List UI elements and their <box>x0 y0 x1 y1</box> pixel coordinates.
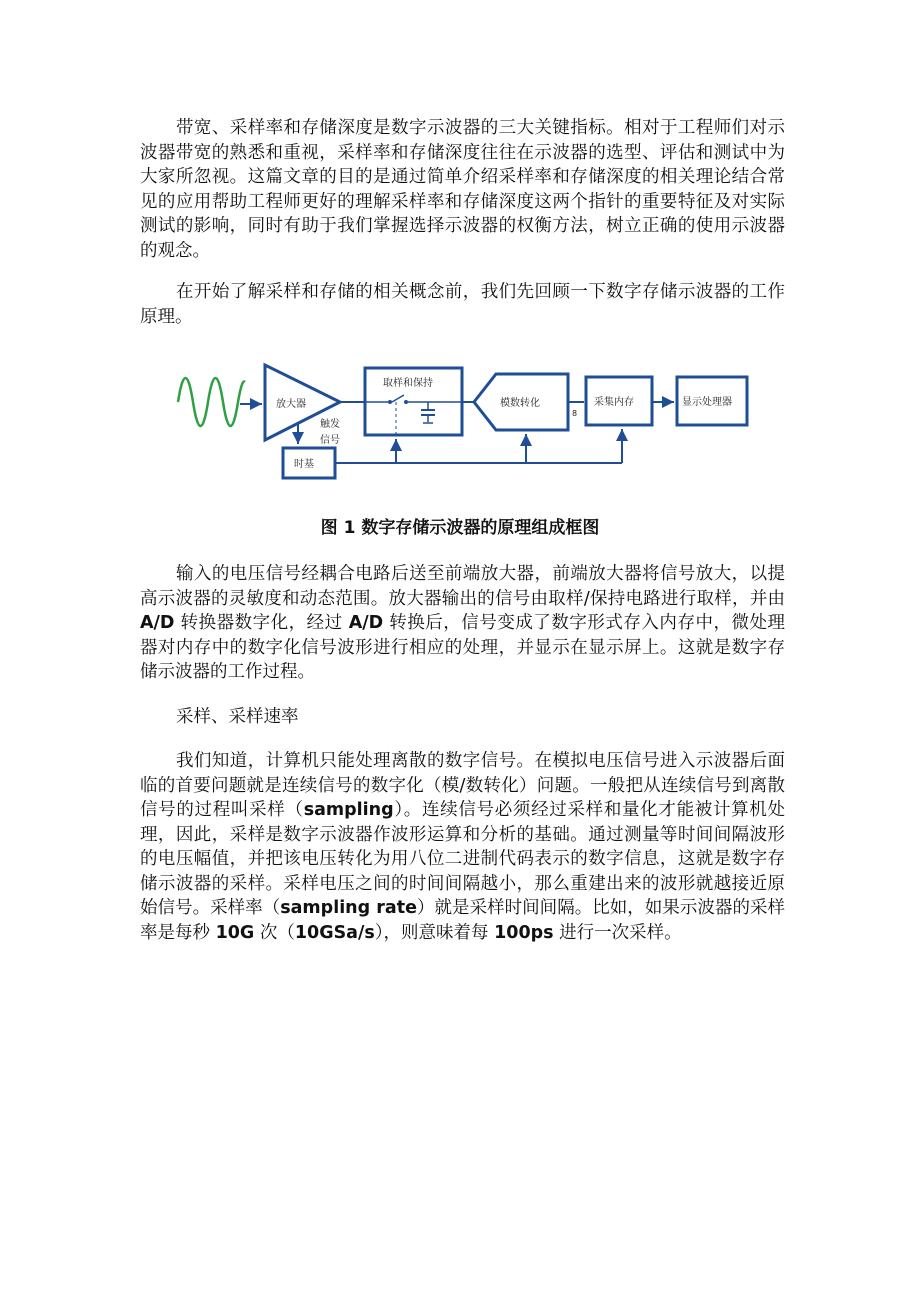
p5-bold-5: 100ps <box>494 922 554 943</box>
timebase-label: 时基 <box>294 459 314 470</box>
working-process-paragraph <box>140 562 785 685</box>
p3-text-2: 转换器数字化，经过 <box>174 613 349 633</box>
p3-bold-1: A/D <box>140 613 175 633</box>
p5-text-1: 我们知道，计算机只能处理离散的数字信号。在模拟电压信号进入示波器后面临的首要问题就是连续信号的数字化（模/数转化）问题。一般把从连续信号到离散信号的过程叫采样（ <box>140 751 785 820</box>
p5-bold-4: 10GSa/s <box>294 922 375 943</box>
trigger-label-1: 触发 <box>320 419 340 430</box>
figure-caption: 图 1 数字存储示波器的原理组成框图 <box>320 518 600 538</box>
display-processor-label: 显示处理器 <box>682 397 732 408</box>
input-sine-wave <box>178 378 245 426</box>
p3-bold-2: A/D <box>348 613 384 633</box>
sh-switch-contact <box>388 400 392 404</box>
sampling-paragraph <box>140 749 785 945</box>
p3-text-3: 转换后，信号变成了数字形式存入内存中，微处理器对内存中的数字化信号波形进行相应的处理，并显示在显示屏上。这就是数字存储示波器的工作过程。 <box>140 613 785 682</box>
p5-bold-2: sampling rate <box>280 898 417 918</box>
intro-paragraph: 带宽、采样率和存储深度是数字示波器的三大关键指标。相对于工程师们对示波器带宽的熟悉和重视，采样率和存储深度往往在示波器的选型、评估和测试中为大家所忽视。这篇文章的目的是通过简单介绍采样率和存储深度的相关理论结合常见的应用帮助工程师更好的理解采样率和存储深度这两个指针的重要特征及对实际测试的影响，同时有助于我们掌握选择示波器的权衡方法，树立正确的使用示波器的观念。 <box>140 118 785 261</box>
section-heading: 采样、采样速率 <box>176 707 299 727</box>
p3-text-1: 输入的电压信号经耦合电路后送至前端放大器，前端放大器将信号放大，以提高示波器的灵敏度和动态范围。放大器输出的信号由取样/保持电路进行取样，并由 <box>140 564 785 609</box>
p5-text-2: ）。连续信号必须经过采样和量化才能被计算机处理，因此，采样是数字示波器作波形运算和分析的基础。通过测量等时间间隔波形的电压幅值，并把该电压转化为用八位二进制代码表示的数字信息，这就是数字存储示波器的采样。采样电压之间的时间间隔越小，那么重建出来的波形就越接近原始信号。采样率（ <box>140 800 786 918</box>
sh-switch-contact-2 <box>404 400 408 404</box>
trigger-label-2: 信号 <box>320 435 340 446</box>
amplifier-label: 放大器 <box>276 399 306 410</box>
p5-bold-1: sampling <box>303 800 394 820</box>
memory-label: 采集内存 <box>594 397 634 408</box>
p5-text-4: 次（ <box>254 922 295 943</box>
adc-label: 模数转化 <box>500 398 540 409</box>
oscilloscope-block-diagram <box>170 360 760 490</box>
p5-text-3: ）就是采样时间间隔。比如，如果示波器的采样率是每秒 <box>140 898 785 943</box>
sample-hold-label: 取样和保持 <box>383 378 433 389</box>
bus-width-label: 8 <box>572 409 578 418</box>
review-paragraph: 在开始了解采样和存储的相关概念前，我们先回顾一下数字存储示波器的工作原理。 <box>140 282 785 327</box>
p5-bold-3: 10G <box>215 922 255 943</box>
p5-text-5: ），则意味着每 <box>374 922 495 943</box>
p5-text-6: 进行一次采样。 <box>553 922 682 943</box>
